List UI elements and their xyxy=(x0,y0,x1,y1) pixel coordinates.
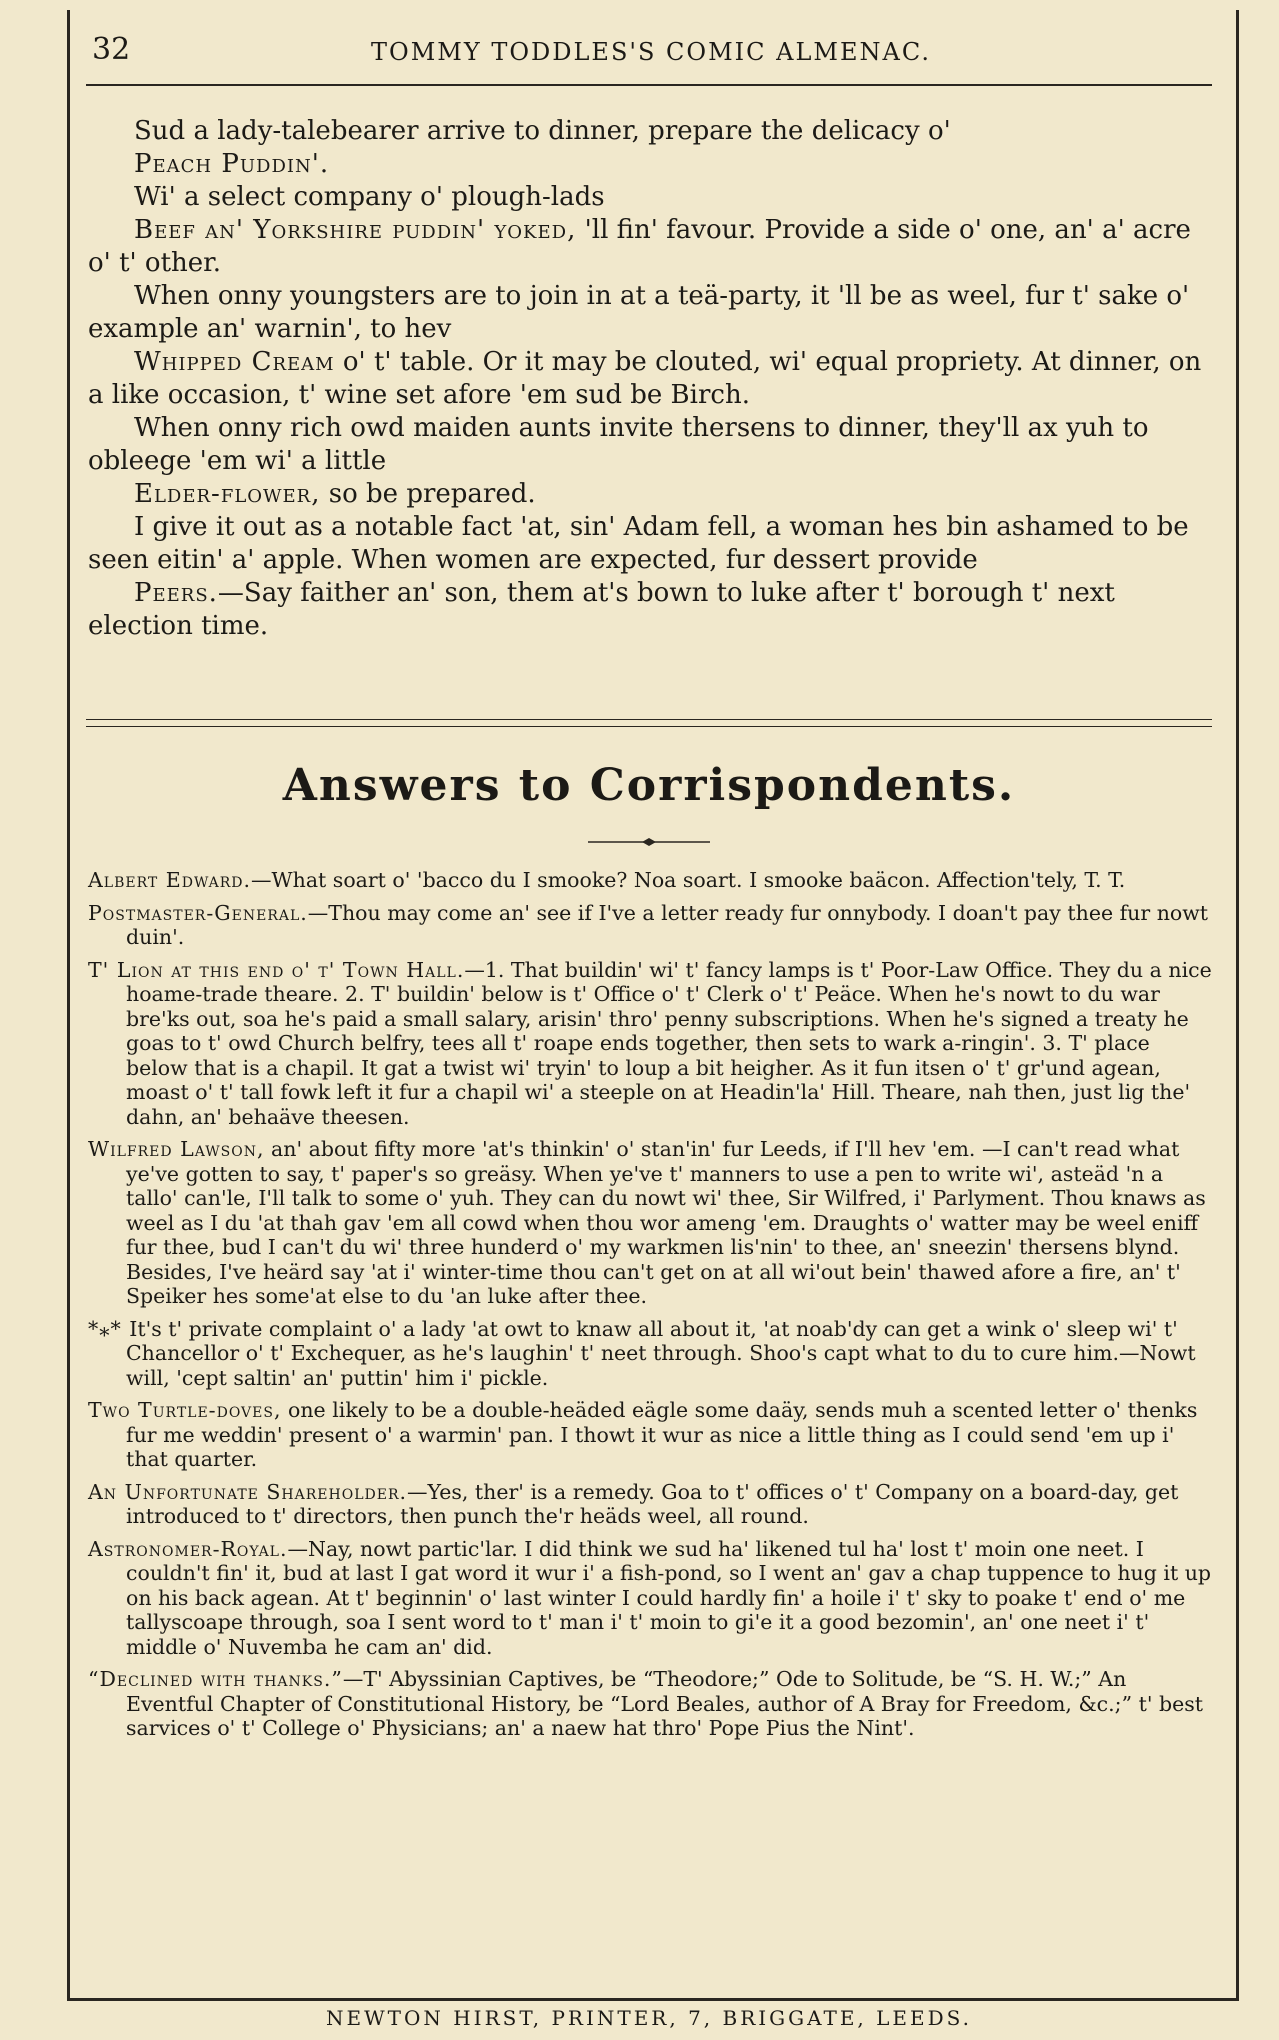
printer-imprint: NEWTON HIRST, PRINTER, 7, BRIGGATE, LEEDS. xyxy=(325,2006,972,2030)
menu-paragraph: Elder-flower, so be prepared. xyxy=(134,479,536,509)
answer-entry: Wilfred Lawson, an' about fifty more 'at's thinkin' o' stan'in' fur Leeds, if I'll hev 'em. —I can't read what ye've gotten to say, t' paper's so greäsy. When ye've t' manners to use a pen to write wi', asteäd 'n a tallo' can'le, I'll talk to some o' yuh. They can du nowt wi' thee, Sir Wilfred, i' Parlyment. Thou knaws as weel as I du 'at thah gav 'em all cowd when thou wor ameng 'em. Draughts o' watter may be weel eniff fur thee, bud I can't du wi' three hunderd o' my warkmen lis'nin' to thee, an' sneezin' thersens blynd. Besides, I've heärd say 'at i' winter-time thou can't get on at all wi'out bein' thawed afore a fire, an' t' Speiker hes some'at else to du 'an luke after thee. xyxy=(88,1137,1206,1308)
menu-paragraph: Beef an' Yorkshire puddin' yoked, 'll fin' favour. Provide a side o' one, an' a' acre o' t' other. xyxy=(88,215,1191,278)
menu-paragraph: I give it out as a notable fact 'at, sin' Adam fell, a woman hes bin ashamed to be seen eitin' a' apple. When women are expected, fur dessert provide xyxy=(88,512,1189,575)
answer-entry: An Unfortunate Shareholder.—Yes, ther' is a remedy. Goa to t' offices o' t' Company on a board-day, get introduced to t' directors, then punch the'r heäds weel, all round. xyxy=(88,1479,1179,1528)
menu-paragraph: Whipped Cream o' t' table. Or it may be clouted, wi' equal propriety. At dinner, on a like occasion, t' wine set afore 'em sud be Birch. xyxy=(88,347,1202,410)
menu-paragraph: When onny youngsters are to join in at a teä-party, it 'll be as weel, fur t' sake o' example an' warnin', to hev xyxy=(88,281,1190,344)
page-header xyxy=(88,24,1214,84)
section-divider xyxy=(86,719,1212,727)
answers-list xyxy=(88,868,1214,1749)
answer-entry: Postmaster-General.—Thou may come an' see if I've a letter ready fur onnybody. I doan't pay thee fur nowt duin'. xyxy=(88,900,1209,949)
page-number: 32 xyxy=(92,32,131,67)
menu-section xyxy=(88,115,1214,643)
answer-entry: T' Lion at this end o' t' Town Hall.—1. That buildin' wi' t' fancy lamps is t' Poor-Law Office. They du a nice hoame-trade theare. 2. T' buildin' below is t' Office o' t' Clerk o' t' Peäce. When he's nowt to du war bre'ks out, soa he's paid a small salary, arisin' thro' penny subscriptions. When he's signed a treaty he goas to t' owd Church belfry, tees all t' roape ends together, then sets to wark a-ringin'. 3. T' place below that is a chapil. It gat a twist wi' tryin' to loup a bit heigher. As it fun itsen o' t' gr'und agean, moast o' t' tall fowk left it fur a chapil wi' a steeple on at Headin'la' Hill. Theare, nah then, just lig the' dahn, an' behaäve theesen. xyxy=(88,957,1212,1129)
menu-paragraph: Wi' a select company o' plough-lads xyxy=(134,182,605,212)
answer-entry: Astronomer-Royal.—Nay, nowt partic'lar. I did think we sud ha' likened tul ha' lost t' moin one neet. I couldn't fin' it, bud at last I gat word it wur i' a fish-pond, so I went an' gav a chap tuppence to hug it up on his back agean. At t' beginnin' o' last winter I could hardly fin' a hoile i' t' sky to poake t' end o' me tallyscoape through, soa I sent word to t' man i' t' moin to gi'e it a good bezomin', an' one neet i' t' middle o' Nuvemba he cam an' did. xyxy=(88,1536,1212,1659)
header-rule xyxy=(86,84,1212,86)
answer-entry: Two Turtle-doves, one likely to be a double-heäded eägle some daäy, sends muh a scented letter o' thenks fur me weddin' present o' a warmin' pan. I thowt it wur as nice a little thing as I could send 'em up i' that quarter. xyxy=(88,1398,1198,1471)
answer-entry: “Declined with thanks.”—T' Abyssinian Captives, be “Theodore;” Ode to Solitude, be “S. H. W.;” An Eventful Chapter of Constitutional History, be “Lord Beales, author of A Bray for Freedom, &c.;” t' best sarvices o' t' College o' Physicians; an' a naew hat thro' Pope Pius the Nint'. xyxy=(88,1667,1203,1740)
running-title: TOMMY TODDLES'S COMIC ALMENAC. xyxy=(371,38,931,66)
ornament-divider xyxy=(588,836,710,848)
answer-entry: *⁎* It's t' private complaint o' a lady 'at owt to knaw all about it, 'at noab'dy can get a wink o' sleep wi' t' Chancellor o' t' Exchequer, as he's laughin' t' neet through. Shoo's capt what to du to cure him.—Nowt will, 'cept saltin' an' puttin' him i' pickle. xyxy=(88,1316,1196,1390)
menu-paragraph: When onny rich owd maiden aunts invite thersens to dinner, they'll ax yuh to obleege 'em wi' a little xyxy=(88,413,1149,476)
answer-entry: Albert Edward.—What soart o' 'bacco du I smooke? Noa soart. I smooke baäcon. Affection'tely, T. T. xyxy=(88,868,1126,892)
menu-paragraph: Peach Puddin'. xyxy=(134,149,330,179)
menu-paragraph: Sud a lady-talebearer arrive to dinner, prepare the delicacy o' xyxy=(134,116,951,146)
menu-paragraph: Peers.—Say faither an' son, them at's bown to luke after t' borough t' next election time. xyxy=(88,578,1115,641)
section-title: Answers to Corrispondents. xyxy=(282,760,1016,811)
